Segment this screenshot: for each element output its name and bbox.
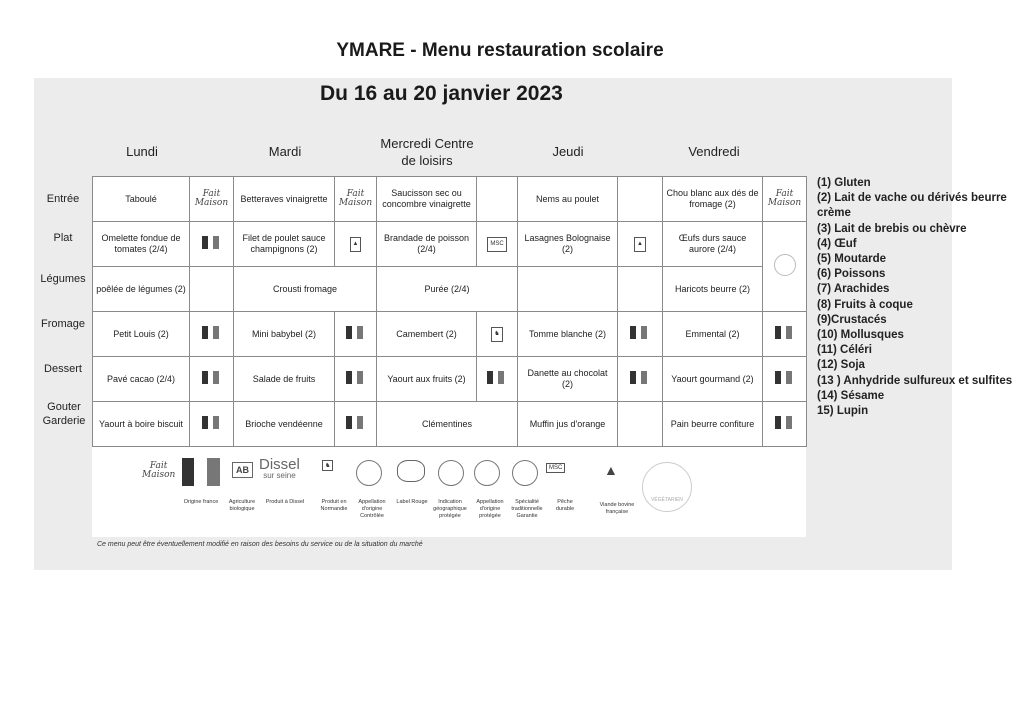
- menu-cell: Brioche vendéenne: [234, 402, 335, 447]
- origine-france-icon: [763, 357, 807, 402]
- origine-france-flag-icon: [182, 458, 222, 486]
- legend-label: Indication géographique protégée: [433, 499, 467, 519]
- peche-durable-icon: MSC: [477, 222, 518, 267]
- allergen-item: (14) Sésame: [817, 389, 885, 402]
- fait-maison-icon: Fait Maison: [763, 177, 807, 222]
- legend-label: Appellation d'origine protégée: [476, 499, 504, 519]
- legend-label: Pêche durable: [555, 499, 575, 512]
- allergen-item: (5) Moutarde: [817, 253, 886, 266]
- allergen-item: (4) Œuf: [817, 237, 857, 250]
- label-cell: [477, 177, 518, 222]
- origine-france-icon: [190, 222, 234, 267]
- origine-france-icon: [618, 312, 663, 357]
- allergen-item: (3) Lait de brebis ou chèvre: [817, 222, 967, 235]
- day-header-mardi: Mardi: [268, 144, 302, 159]
- menu-cell: Petit Louis (2): [93, 312, 190, 357]
- row-label-entree: Entrée: [46, 193, 80, 205]
- menu-cell: Lasagnes Bolognaise (2): [518, 222, 618, 267]
- table-row: [93, 402, 807, 447]
- menu-cell: Danette au chocolat (2): [518, 357, 618, 402]
- row-label-plat: Plat: [53, 232, 73, 244]
- menu-cell: Tomme blanche (2): [518, 312, 618, 357]
- origine-france-icon: [618, 357, 663, 402]
- menu-cell: Chou blanc aux dés de fromage (2): [663, 177, 763, 222]
- label-rouge-icon: [397, 460, 425, 482]
- row-label-gouter: Gouter Garderie: [42, 401, 86, 427]
- menu-cell: Salade de fruits: [234, 357, 335, 402]
- origine-france-icon: [190, 402, 234, 447]
- table-row: [93, 267, 807, 312]
- origine-france-icon: [477, 357, 518, 402]
- origine-france-icon: [763, 402, 807, 447]
- stg-icon: [512, 460, 538, 486]
- legend-label: Produit en Normandie: [320, 499, 348, 512]
- day-header-vendredi: Vendredi: [688, 144, 740, 159]
- allergen-list: [817, 176, 1017, 419]
- fait-maison-icon: Fait Maison: [190, 177, 234, 222]
- menu-cell: Crousti fromage: [234, 267, 377, 312]
- menu-cell: Brandade de poisson (2/4): [377, 222, 477, 267]
- vegetarien-icon: VÉGÉTARIEN: [642, 462, 692, 512]
- table-row: [93, 222, 807, 267]
- allergen-item: 15) Lupin: [817, 405, 869, 418]
- label-cell: [618, 402, 663, 447]
- allergen-item: (12) Soja: [817, 359, 865, 372]
- label-cell: [190, 267, 234, 312]
- legend-label: Agriculture biologique: [228, 499, 256, 512]
- menu-cell: Saucisson sec ou concombre vinaigrette: [377, 177, 477, 222]
- allergen-item: (13 ) Anhydride sulfureux et sulfites: [817, 374, 1013, 387]
- aoc-icon: [356, 460, 382, 486]
- legend-label: Label Rouge: [396, 499, 428, 505]
- menu-cell: Mini babybel (2): [234, 312, 335, 357]
- menu-cell: Haricots beurre (2): [663, 267, 763, 312]
- legend-label: Produit à Dissel: [265, 499, 305, 505]
- row-label-dessert: Dessert: [44, 363, 82, 375]
- label-cell: [618, 267, 663, 312]
- allergen-item: (7) Arachides: [817, 283, 890, 296]
- menu-cell: Yaourt à boire biscuit: [93, 402, 190, 447]
- igp-icon: [438, 460, 464, 486]
- day-header-mercredi: Mercredi Centre de loisirs: [380, 136, 474, 168]
- origine-france-icon: [190, 312, 234, 357]
- origine-france-icon: [335, 312, 377, 357]
- row-label-fromage: Fromage: [40, 318, 86, 330]
- day-header-jeudi: Jeudi: [552, 144, 584, 159]
- agriculture-biologique-icon: AB: [232, 462, 253, 478]
- menu-cell: Purée (2/4): [377, 267, 518, 312]
- menu-cell: [518, 267, 618, 312]
- menu-table: [92, 176, 807, 447]
- menu-cell: Pavé cacao (2/4): [93, 357, 190, 402]
- page-title: YMARE - Menu restauration scolaire: [336, 40, 664, 61]
- vegetarien-leaf-icon: [763, 222, 807, 312]
- peche-durable-icon: MSC: [546, 463, 565, 473]
- allergen-item: (8) Fruits à coque: [817, 298, 913, 311]
- origine-france-icon: [335, 402, 377, 447]
- menu-cell: Betteraves vinaigrette: [234, 177, 335, 222]
- menu-cell: Pain beurre confiture: [663, 402, 763, 447]
- viande-bovine-francaise-icon: ▲: [335, 222, 377, 267]
- dissel-logo-icon: Dissel sur seine: [259, 456, 300, 480]
- menu-cell: Omelette fondue de tomates (2/4): [93, 222, 190, 267]
- row-label-legumes: Légumes: [40, 273, 86, 285]
- menu-cell: Clémentines: [377, 402, 518, 447]
- origine-france-icon: [335, 357, 377, 402]
- table-row: [93, 357, 807, 402]
- produit-normandie-icon: ♞: [322, 460, 333, 471]
- allergen-item: (6) Poissons: [817, 268, 886, 281]
- allergen-item: (11) Céléri: [817, 344, 872, 357]
- allergen-item: (2) Lait de vache ou dérivés beurre crème: [817, 192, 1007, 220]
- origine-france-icon: [763, 312, 807, 357]
- table-row: [93, 177, 807, 222]
- legend-label: Spécialité traditionnelle Garantie: [511, 499, 543, 519]
- fait-maison-logo-icon: Fait Maison: [142, 461, 176, 480]
- menu-cell: Camembert (2): [377, 312, 477, 357]
- legend-label: Appellation d'origine Contrôlée: [358, 499, 386, 519]
- menu-cell: Nems au poulet: [518, 177, 618, 222]
- viande-bovine-icon: ▲: [604, 462, 618, 478]
- menu-cell: Œufs durs sauce aurore (2/4): [663, 222, 763, 267]
- viande-bovine-francaise-icon: ▲: [618, 222, 663, 267]
- allergen-item: (10) Mollusques: [817, 329, 904, 342]
- table-row: [93, 312, 807, 357]
- menu-cell: Yaourt aux fruits (2): [377, 357, 477, 402]
- menu-cell: Taboulé: [93, 177, 190, 222]
- produit-normandie-icon: ♞: [477, 312, 518, 357]
- legend-label: Viande bovine française: [599, 502, 635, 515]
- day-header-lundi: Lundi: [126, 144, 158, 159]
- origine-france-icon: [190, 357, 234, 402]
- legend-label: Origine france: [183, 499, 219, 505]
- aop-icon: [474, 460, 500, 486]
- fait-maison-icon: Fait Maison: [335, 177, 377, 222]
- allergen-item: (9)Crustacés: [817, 313, 887, 326]
- label-cell: [618, 177, 663, 222]
- allergen-item: (1) Gluten: [817, 177, 871, 189]
- menu-cell: Filet de poulet sauce champignons (2): [234, 222, 335, 267]
- disclaimer-note: Ce menu peut être éventuellement modifié en raison des besoins du service ou de la situation du marché: [97, 541, 423, 548]
- menu-cell: poêlée de légumes (2): [93, 267, 190, 312]
- date-range: Du 16 au 20 janvier 2023: [320, 82, 563, 105]
- menu-cell: Emmental (2): [663, 312, 763, 357]
- menu-cell: Muffin jus d'orange: [518, 402, 618, 447]
- menu-cell: Yaourt gourmand (2): [663, 357, 763, 402]
